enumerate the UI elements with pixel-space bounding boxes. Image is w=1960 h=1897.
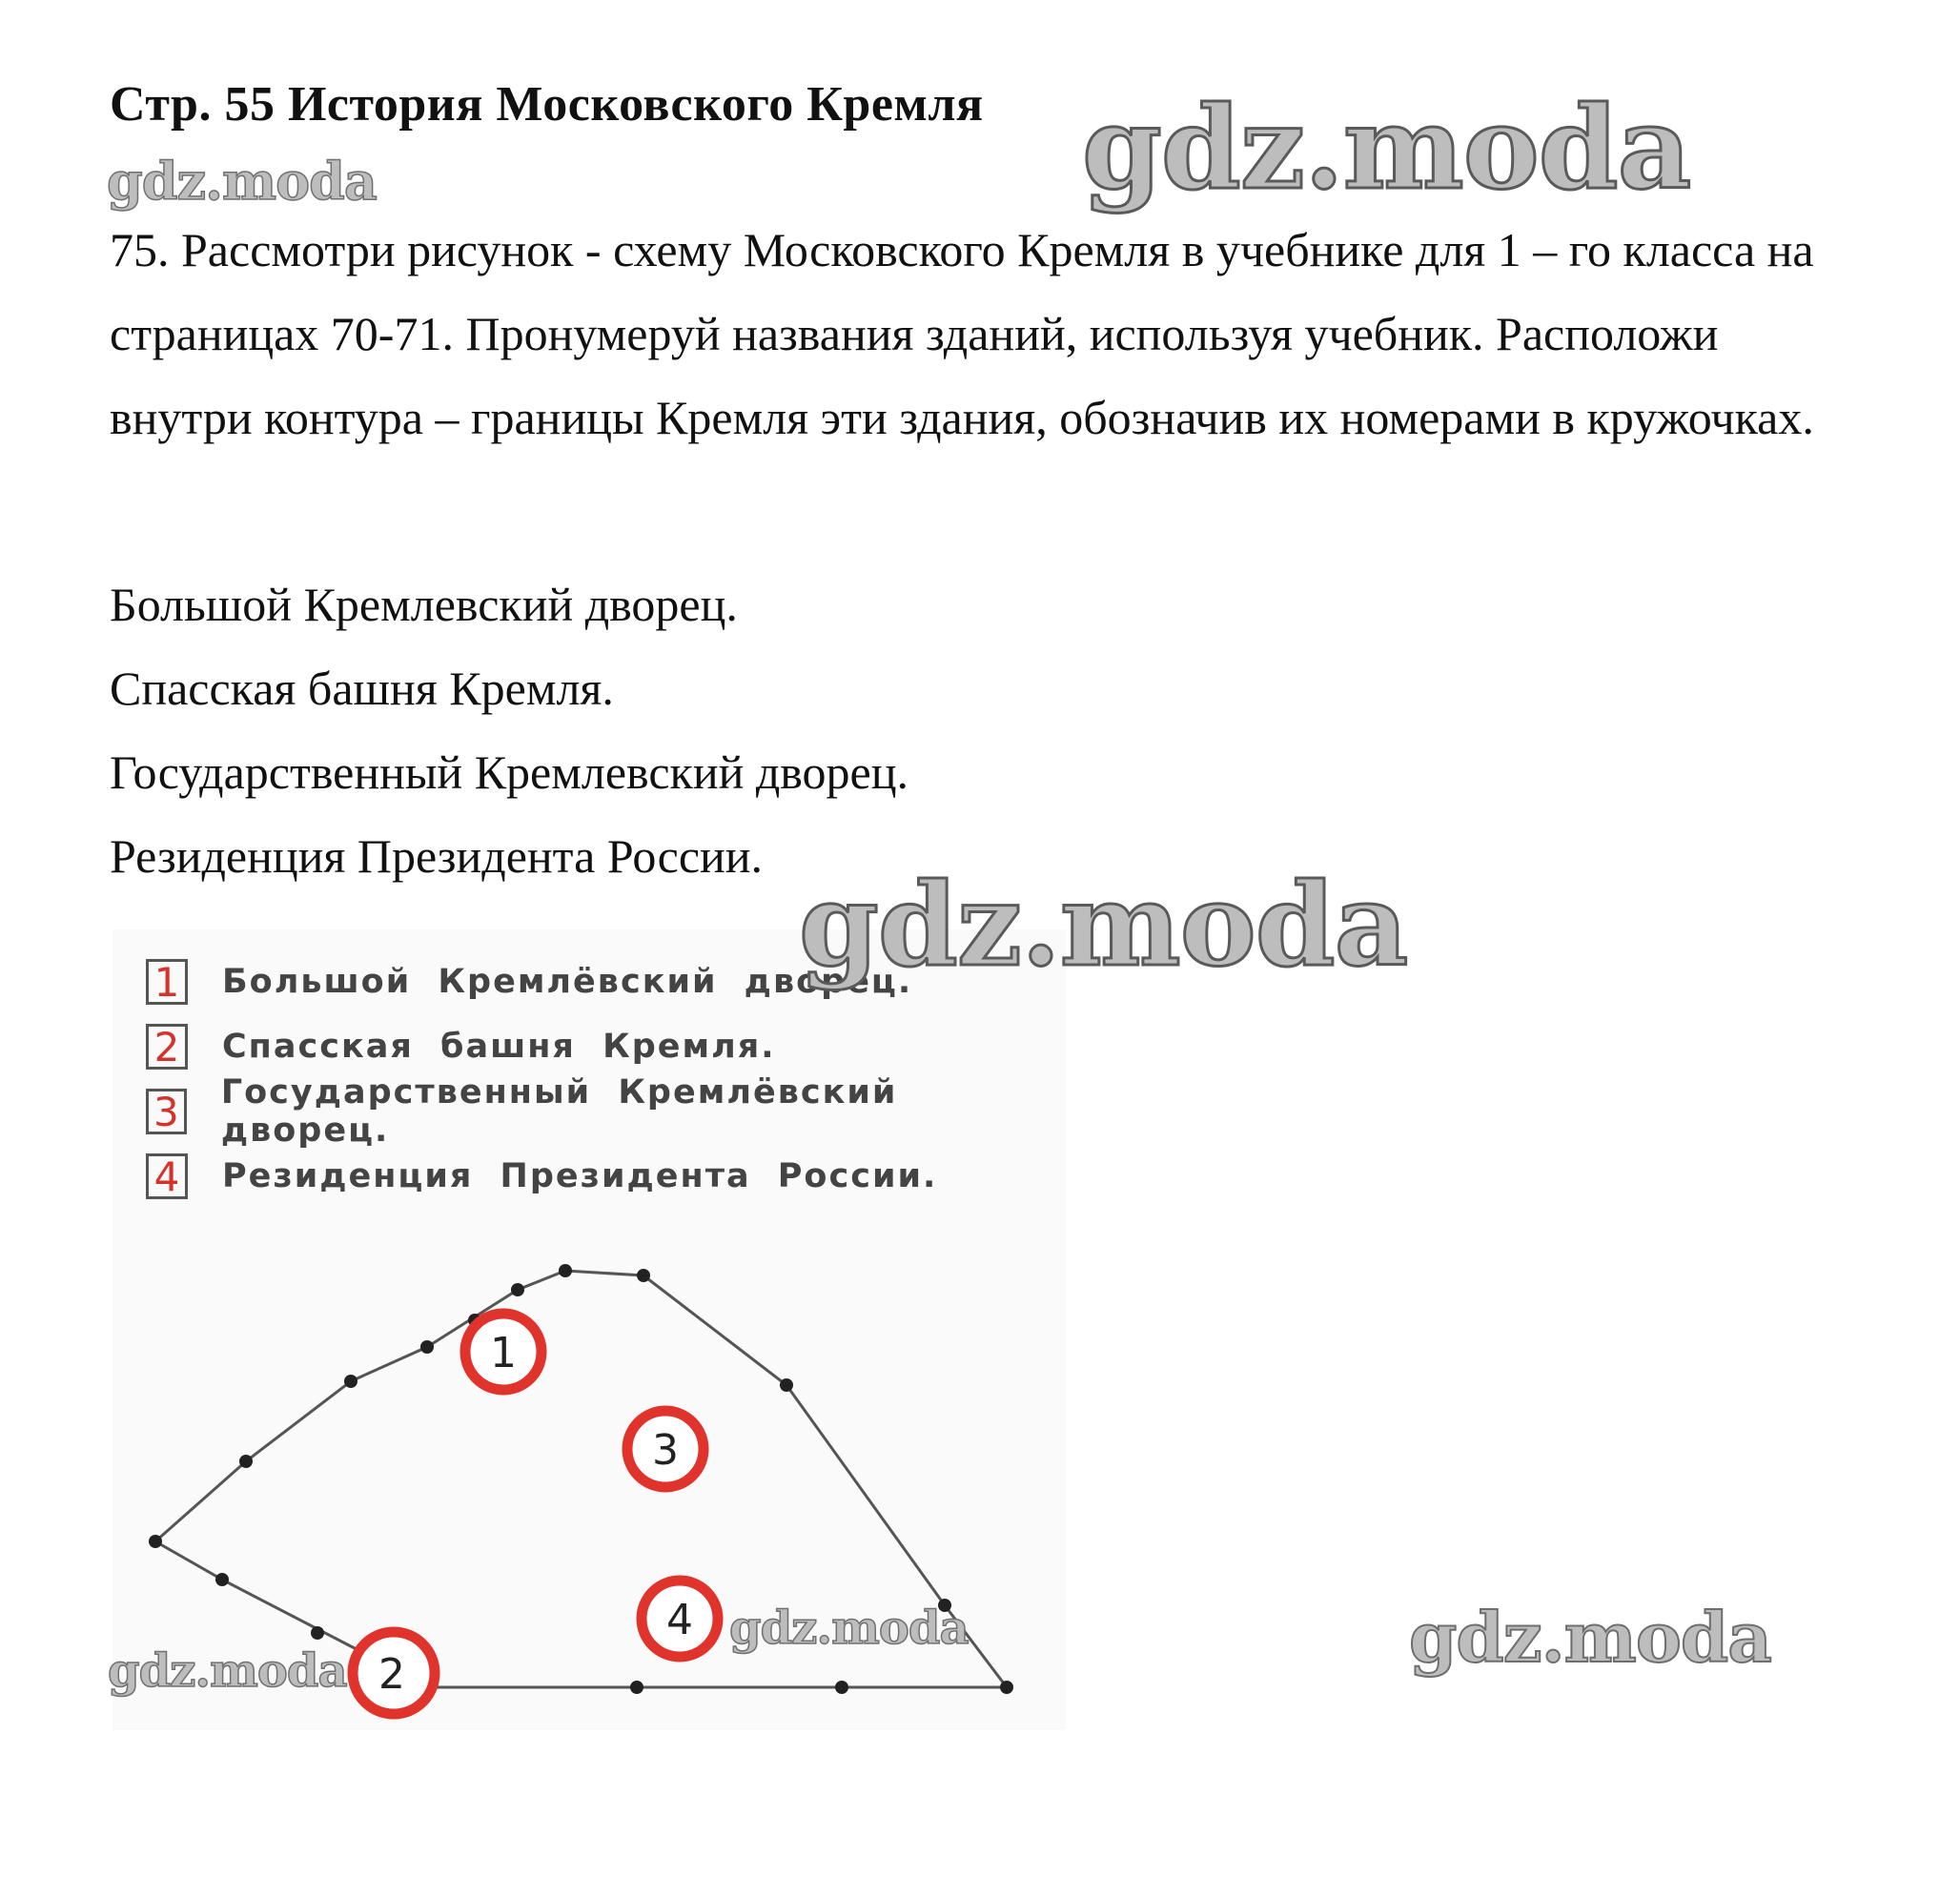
watermark: gdz.moda <box>1409 1597 1771 1678</box>
watermark: gdz.moda <box>107 151 377 212</box>
marker-number: 3 <box>652 1426 679 1475</box>
tower-dot <box>344 1375 357 1388</box>
marker-4 <box>642 1581 718 1657</box>
watermark: gdz.moda <box>108 1644 347 1698</box>
answer-item: Спасская башня Кремля. <box>110 662 614 715</box>
marker-number: 4 <box>666 1596 693 1644</box>
legend-number: 2 <box>146 1024 188 1070</box>
marker-1 <box>465 1314 541 1390</box>
tower-dot <box>630 1681 643 1694</box>
tower-dot <box>420 1340 434 1354</box>
answer-item: Большой Кремлевский дворец. <box>110 578 738 631</box>
tower-dot <box>511 1283 524 1296</box>
legend-label: Резиденция Президента России. <box>222 1157 938 1195</box>
tower-dot <box>780 1378 793 1392</box>
tower-dot <box>215 1573 229 1586</box>
tower-dot <box>149 1535 162 1548</box>
watermark: gdz.moda <box>1082 81 1691 215</box>
watermark: gdz.moda <box>799 858 1408 992</box>
legend-label: Спасская башня Кремля. <box>222 1028 776 1066</box>
marker-3 <box>627 1411 704 1487</box>
tower-dot <box>239 1455 253 1468</box>
legend-label: Государственный Кремлёвский дворец. <box>220 1073 898 1150</box>
answer-item: Резиденция Президента России. <box>110 829 764 883</box>
tower-dot <box>637 1269 650 1282</box>
tower-dot <box>835 1681 848 1694</box>
legend-number: 1 <box>146 959 188 1005</box>
page-title: Стр. 55 История Московского Кремля <box>110 77 984 132</box>
tower-dot <box>1000 1681 1013 1694</box>
task-text: 75. Рассмотри рисунок - схему Московского Кремля в учебнике для 1 – го класса на страницах 70-71. Пронумеруй названия зданий, используя учебник. Расположи внутри контура – границы Кремля эти здания, обозначив их номерами в кружочках. <box>110 223 1814 444</box>
tower-dot <box>311 1626 324 1640</box>
marker-2 <box>353 1632 435 1714</box>
marker-number: 1 <box>490 1329 517 1377</box>
legend-label: Большой Кремлёвский дворец. <box>222 963 913 1001</box>
legend-number: 3 <box>146 1089 187 1134</box>
watermark: gdz.moda <box>729 1601 969 1655</box>
tower-dot <box>559 1264 572 1277</box>
answer-item: Государственный Кремлевский дворец. <box>110 745 909 799</box>
legend-number: 4 <box>146 1153 188 1199</box>
answer-list <box>110 562 909 898</box>
marker-number: 2 <box>378 1650 405 1699</box>
